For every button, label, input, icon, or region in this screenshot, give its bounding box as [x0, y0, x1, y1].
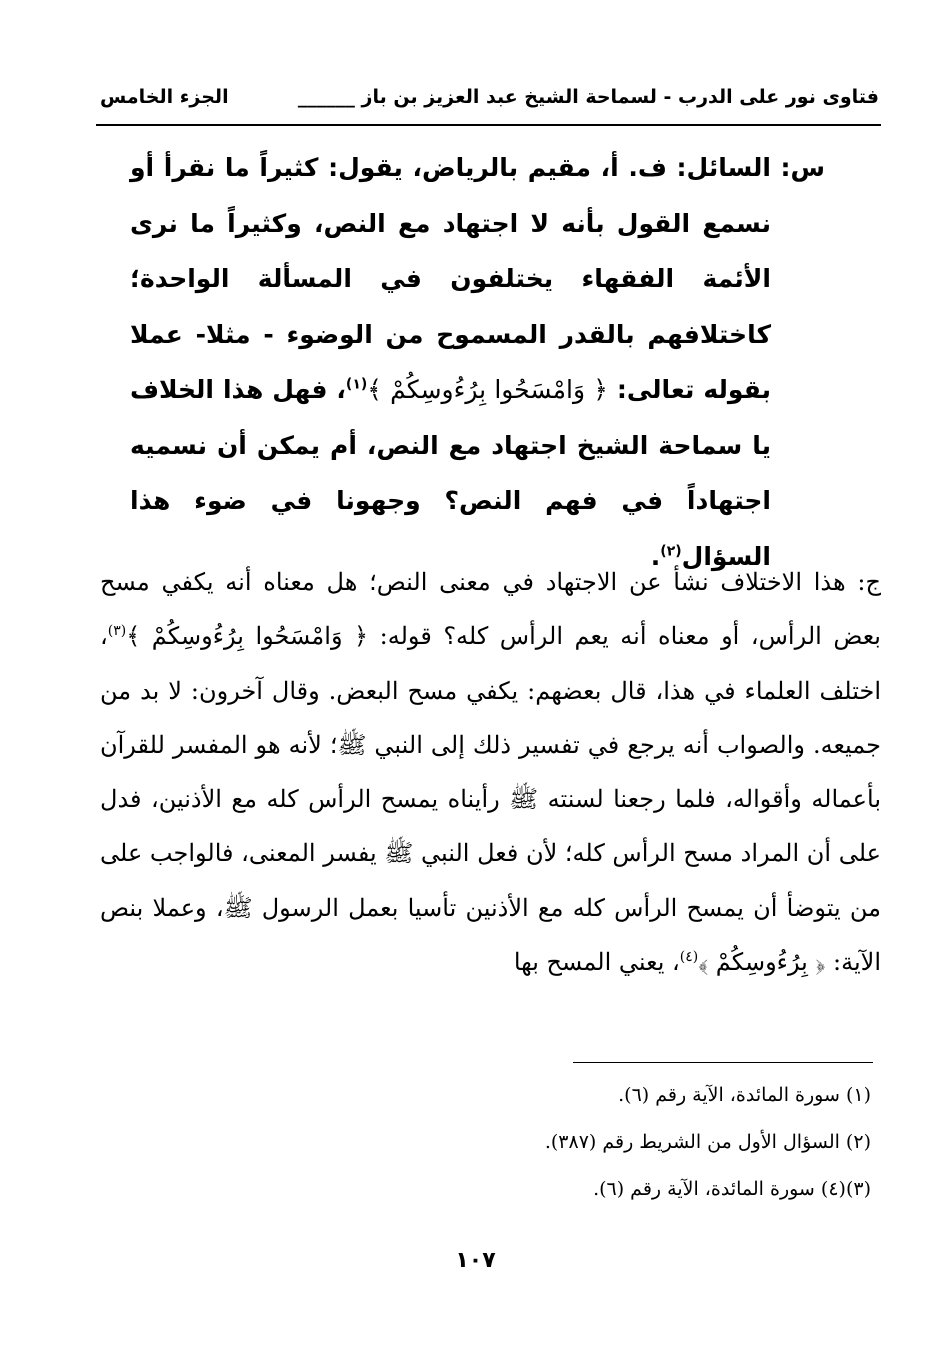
answer-paragraph — [100, 555, 881, 989]
header-title: فتاوى نور على الدرب - لسماحة الشيخ عبد العزيز بن باز ______ — [297, 86, 879, 108]
question-ref-1: (١) — [345, 376, 368, 393]
question-text-3: . — [650, 541, 661, 571]
answer-text-3: ، يعني المسح بها — [513, 948, 680, 977]
answer-ref-3: (٣) — [107, 623, 127, 640]
header-volume: الجزء الخامس — [100, 86, 229, 108]
question-marker: س: — [780, 153, 825, 182]
question-paragraph — [130, 140, 771, 584]
answer-verse-1: ﴿ وَامْسَحُوا بِرُءُوسِكُمْ ﴾ — [126, 622, 369, 651]
footnote-rule — [573, 1062, 873, 1063]
answer-verse-2: ﴿ بِرُءُوسِكُمْ ﴾ — [698, 948, 826, 977]
question-ref-2: (٢) — [660, 543, 682, 560]
answer-ref-4: (٤) — [679, 949, 699, 966]
footnote-1: (١) سورة المائدة، الآية رقم (٦). — [618, 1084, 871, 1106]
question-text-1: السائل: ف. أ، مقيم بالرياض، يقول: كثيراً ما نقرأ أو نسمع القول بأنه لا اجتهاد مع النص، وكثيراً ما نرى الأئمة الفقهاء يختلفون في المسألة الواحدة؛ كاختلافهم بالقدر المسموح من الوضوء - مثلا- عملا بقوله تعالى: — [130, 153, 771, 404]
answer-text-1: ج: هذا الاختلاف نشأ عن الاجتهاد في معنى النص؛ هل معناه أنه يكفي مسح بعض الرأس، أو معناه أنه يعم الرأس كله؟ قوله: — [100, 568, 881, 651]
running-header — [100, 86, 879, 108]
header-rule — [96, 124, 881, 126]
footnote-3: (٣)(٤) سورة المائدة، الآية رقم (٦). — [593, 1178, 871, 1200]
question-text-2: ، فهل هذا الخلاف يا سماحة الشيخ اجتهاد مع النص، أم يمكن أن نسميه اجتهاداً في فهم النص؟ وجهونا في ضوء هذا السؤال — [130, 375, 771, 571]
footnote-2: (٢) السؤال الأول من الشريط رقم (٣٨٧). — [544, 1131, 871, 1153]
footnotes — [300, 1072, 871, 1213]
page-number: ١٠٧ — [455, 1248, 496, 1273]
answer-text-2: ، اختلف العلماء في هذا، قال بعضهم: يكفي مسح البعض. وقال آخرون: لا بد من جميعه. والصواب أنه يرجع في تفسير ذلك إلى النبي ﷺ؛ لأنه هو المفسر للقرآن بأعماله وأقواله، فلما رجعنا لسنته ﷺ رأيناه يمسح الرأس كله مع الأذنين، فدل على أن المراد مسح الرأس كله؛ لأن فعل النبي ﷺ يفسر المعنى، فالواجب على من يتوضأ أن يمسح الرأس كله مع الأذنين تأسيا بعمل الرسول ﷺ، وعملا بنص الآية: — [100, 622, 881, 977]
question-verse: ﴿ وَامْسَحُوا بِرُءُوسِكُمْ ﴾ — [367, 375, 608, 404]
